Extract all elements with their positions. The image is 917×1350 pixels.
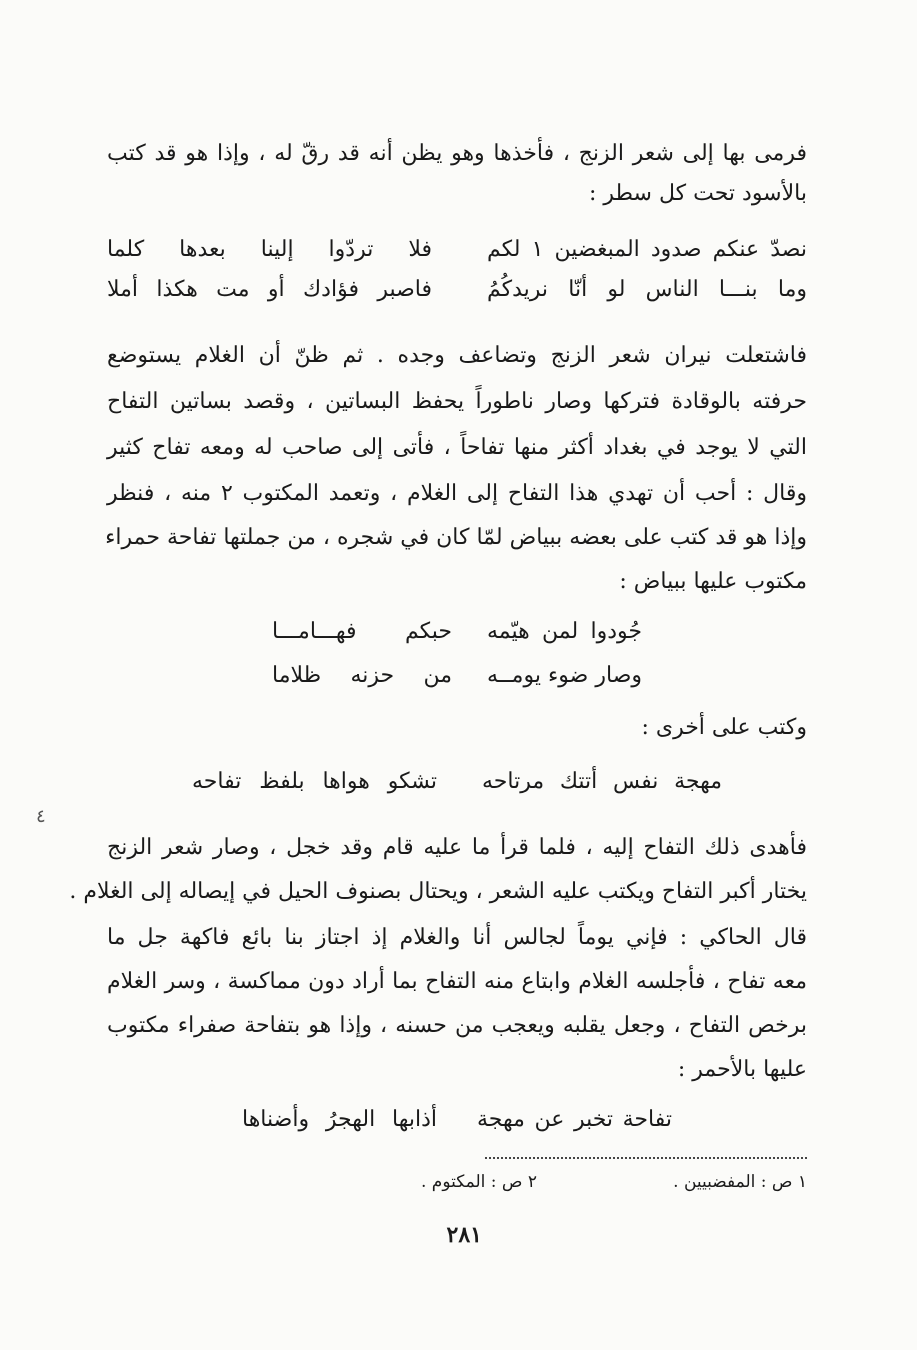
verse-2-2-hemistich-2: من حزنه ظلاما [272,663,452,688]
paragraph-2-line-5: وإذا هو قد كتب على بعضه ببياض لمّا كان في شجره ، من جملتها تفاحة حمراء [105,525,807,550]
paragraph-5-line-2: معه تفاح ، فأجلسه الغلام وابتاع منه التفاح بما أراد دون مماكسة ، وسر الغلام [107,969,807,994]
paragraph-3-line-1: وكتب على أخرى : [641,715,807,740]
paragraph-2-line-4: وقال : أحب أن تهدي هذا التفاح إلى الغلام ، وتعمد المكتوب ٢ منه ، فنظر [107,481,807,506]
verse-2-1-hemistich-2: حبكم فهـــامـــا [272,619,452,644]
footnote-2: ٢ ص : المكتوم . [421,1172,537,1192]
paragraph-5-line-3: برخص التفاح ، وجعل يقلبه ويعجب من حسنه ، وإذا هو بتفاحة صفراء مكتوب [107,1013,807,1038]
verse-3-1-hemistich-2: تشكو هواها بلفظ تفاحه [192,769,437,794]
paragraph-2-line-3: التي لا يوجد في بغداد أكثر منها تفاحاً ، فأتى إلى صاحب له ومعه تفاح كثير [107,435,807,460]
verse-1-2-hemistich-2: فاصبر فؤادك أو مت هكذا أملا [107,277,432,302]
page-number: ٢٨١ [446,1222,482,1248]
verse-1-1-hemistich-1: نصدّ عنكم صدود المبغضين ١ لكم [487,237,807,262]
paragraph-5-line-4: عليها بالأحمر : [677,1057,807,1082]
verse-2-2-hemistich-1: وصار ضوء يومــه [487,663,642,688]
paragraph-5-line-1: قال الحاكي : فإني يوماً لجالس أنا والغلام إذ اجتاز بنا بائع فاكهة جل ما [107,925,807,950]
margin-mark: ٤ [36,806,46,827]
paragraph-2-line-6: مكتوب عليها ببياض : [619,569,807,594]
verse-4-1-hemistich-2: أذابها الهجرُ وأضناها [242,1107,437,1132]
verse-4-1-hemistich-1: تفاحة تخبر عن مهجة [477,1107,672,1132]
footnote-separator [485,1157,807,1159]
paragraph-2-line-1: فاشتعلت نيران شعر الزنج وتضاعف وجده . ثم ظنّ أن الغلام يستوضع [107,343,807,368]
verse-3-1-hemistich-1: مهجة نفس أتتك مرتاحه [482,769,722,794]
paragraph-4-line-2: يختار أكبر التفاح ويكتب عليه الشعر ، ويحتال بصنوف الحيل في إيصاله إلى الغلام . [69,879,807,904]
paragraph-1-line-2: بالأسود تحت كل سطر : [588,181,807,206]
verse-2-1-hemistich-1: جُودوا لمن هيّمه [487,619,642,644]
footnote-1: ١ ص : المفضبيين . [673,1172,807,1192]
paragraph-2-line-2: حرفته بالوقادة فتركها وصار ناطوراً يحفظ البساتين ، وقصد بساتين التفاح [107,389,807,414]
paragraph-1-line-1: فرمى بها إلى شعر الزنج ، فأخذها وهو يظن أنه قد رقّ له ، وإذا هو قد كتب [107,141,807,166]
verse-1-1-hemistich-2: فلا تردّوا إلينا بعدها كلما [107,237,432,262]
paragraph-4-line-1: فأهدى ذلك التفاح إليه ، فلما قرأ ما عليه قام وقد خجل ، وصار شعر الزنج [107,835,807,860]
verse-1-2-hemistich-1: وما بنـــا الناس لو أنّا نريدكُمُ [487,277,807,302]
